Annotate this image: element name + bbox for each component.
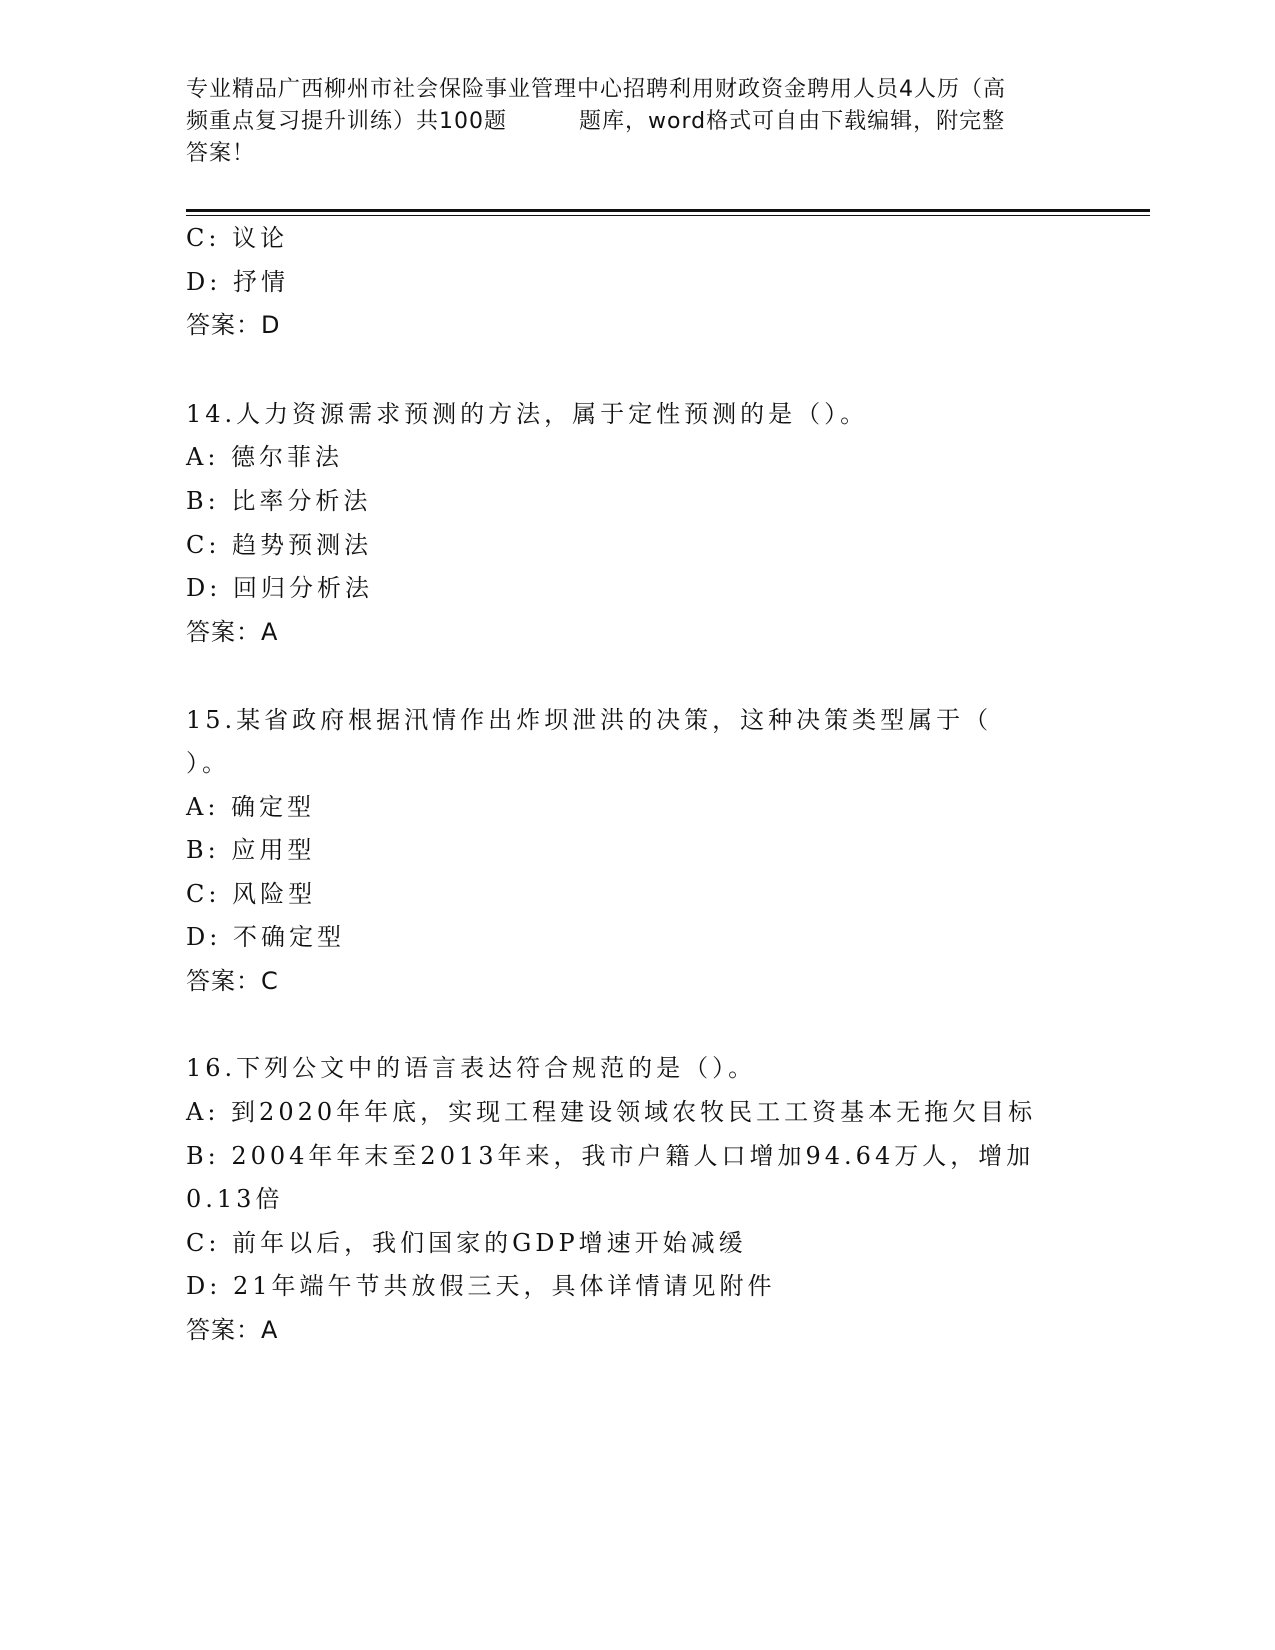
document-header	[186, 74, 1086, 170]
q15-option-d: D: 不确定型	[186, 923, 345, 951]
q14-stem: 14.人力资源需求预测的方法，属于定性预测的是（）。	[186, 400, 869, 428]
q16-option-d: D: 21年端午节共放假三天，具体详情请见附件	[186, 1272, 776, 1300]
q14-option-d: D: 回归分析法	[186, 574, 373, 602]
q14-answer: 答案：A	[186, 618, 279, 646]
q16-option-a: A: 到2020年年底，实现工程建设领域农牧民工工资基本无拖欠目标	[186, 1098, 1037, 1126]
header-line-1: 专业精品广西柳州市社会保险事业管理中心招聘利用财政资金聘用人员4人历（高	[186, 77, 1006, 102]
header-rule-thick	[186, 209, 1150, 212]
header-line-2a: 频重点复习提升训练）共100题	[186, 109, 507, 134]
header-line-2b: 题库，word格式可自由下载编辑，附完整	[579, 109, 1006, 134]
q16-answer: 答案：A	[186, 1316, 279, 1344]
prev-option-c: C: 议论	[186, 224, 289, 252]
q16-option-c: C: 前年以后，我们国家的GDP增速开始减缓	[186, 1229, 747, 1257]
prev-answer: 答案：D	[186, 311, 281, 339]
q15-answer: 答案：C	[186, 967, 279, 995]
q16-stem: 16.下列公文中的语言表达符合规范的是（）。	[186, 1054, 757, 1082]
header-line-2	[186, 106, 1086, 138]
q15-stem-line-2: ）。	[186, 749, 230, 777]
q14-option-a: A: 德尔菲法	[186, 443, 344, 471]
q15-option-c: C: 风险型	[186, 880, 317, 908]
q16-option-b-line-2: 0.13倍	[186, 1185, 284, 1213]
q14-option-b: B: 比率分析法	[186, 487, 372, 515]
q15-option-b: B: 应用型	[186, 836, 316, 864]
q15-stem-line-1: 15.某省政府根据汛情作出炸坝泄洪的决策，这种决策类型属于（	[186, 706, 993, 734]
prev-option-d: D: 抒情	[186, 268, 289, 296]
header-rule-thin	[186, 215, 1150, 216]
q16-option-b-line-1: B: 2004年年末至2013年来，我市户籍人口增加94.64万人，增加	[186, 1142, 1035, 1170]
header-line-3: 答案！	[186, 141, 256, 166]
q14-option-c: C: 趋势预测法	[186, 531, 373, 559]
q15-option-a: A: 确定型	[186, 793, 316, 821]
